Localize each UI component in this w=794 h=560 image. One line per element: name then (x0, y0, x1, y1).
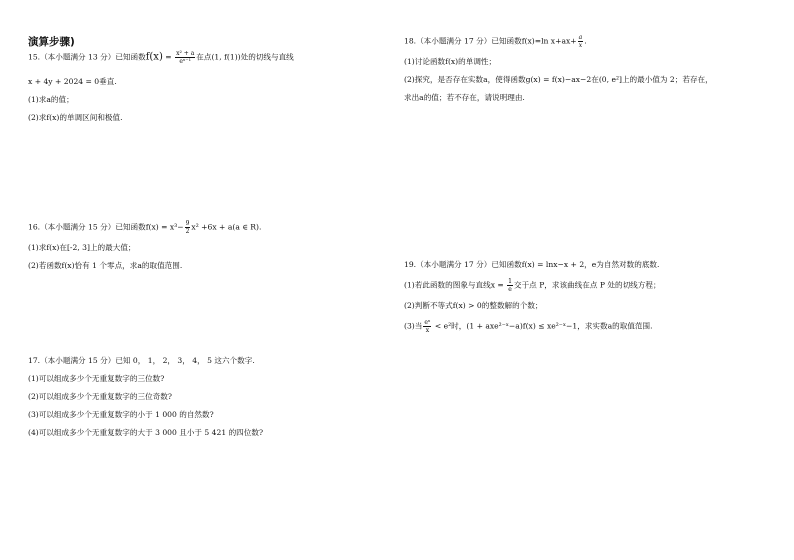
problem-19-q1-fraction (507, 278, 513, 293)
problem-15-q1: (1)求a的值； (28, 95, 74, 104)
problem-15-q2: (2)求f(x)的单调区间和极值. (28, 113, 123, 122)
problem-19-q3 (404, 319, 774, 334)
problem-19-q3-numerator: eˣ (424, 319, 431, 326)
problem-15-numerator: x² + a (176, 50, 195, 57)
problem-16-numerator: 9 (185, 220, 190, 227)
problem-16-intro: 16.（本小题满分 15 分）已知函数f(x) = x³− (28, 222, 184, 232)
problem-19-q3-rest: < e²时，(1 + axe²⁻ˣ−a)f(x) ≤ xe²⁻ˣ−1，求实数a的取值范围. (432, 321, 653, 331)
problem-18-q2: (2)探究，是否存在实数a，使得函数g(x) = f(x)−ax−2在(0, e²]上的最小值为 2；若存在， (404, 75, 713, 84)
problem-19-q3-denominator: x (425, 327, 430, 334)
problem-15-fraction (175, 50, 195, 65)
problem-17-statement: 17.（本小题满分 15 分）已知 0， 1， 2， 3， 4， 5 这六个数字. (28, 356, 255, 365)
problem-18-intro: 18.（本小题满分 17 分）已知函数f(x)=ln x+ax+ (404, 36, 577, 46)
problem-16-q1: (1)求f(x)在[-2, 3]上的最大值； (28, 243, 136, 252)
problem-15-denominator: eˣ⁻¹ (179, 58, 191, 65)
problem-18-end: . (584, 36, 587, 46)
problem-17-q2: (2)可以组成多少个无重复数字的三位奇数? (28, 392, 172, 401)
problem-18 (404, 34, 774, 111)
problem-15-condition: 在点(1, f(1))处的切线与直线 (196, 52, 294, 62)
problem-15-intro: 15.（本小题满分 13 分）已知函数 (28, 52, 146, 62)
problem-16-rest: x² +6x + a(a ∈ R). (191, 222, 262, 232)
problem-15-fx: f(x) (145, 51, 163, 63)
problem-18-q1: (1)讨论函数f(x)的单调性； (404, 57, 497, 66)
problem-17-q4: (4)可以组成多少个无重复数字的大于 3 000 且小于 5 421 的四位数? (28, 428, 264, 437)
section-title: 演算步骤) (28, 36, 75, 48)
problem-16-fraction (185, 220, 191, 235)
problem-18-fraction (578, 34, 587, 49)
problem-19-q1-numerator: 1 (508, 278, 512, 285)
problem-18-numerator: a (578, 34, 583, 41)
problem-15-equals: = (162, 52, 175, 62)
problem-17-q3: (3)可以组成多少个无重复数字的小于 1 000 的自然数? (28, 410, 214, 419)
problem-18-q2-cont: 求出a的值；若不存在，请说明理由. (404, 93, 525, 102)
problem-19-q1-rest: 交于点 P，求该曲线在点 P 处的切线方程； (514, 280, 661, 290)
problem-15-statement (28, 50, 388, 65)
problem-19-statement: 19.（本小题满分 17 分）已知函数f(x) = lnx−x + 2，e为自然对数的底数. (404, 260, 660, 269)
problem-19-q1 (404, 278, 774, 293)
problem-19-q1-denominator: e (508, 286, 512, 293)
problem-16 (28, 220, 388, 279)
problem-19-q3-fraction (423, 319, 431, 334)
problem-16-denominator: 2 (185, 228, 190, 235)
problem-15-line2: x + 4y + 2024 = 0垂直. (28, 77, 117, 86)
problem-19-q1-intro: (1)若此函数的图象与直线x = (404, 280, 507, 290)
problem-17 (28, 356, 388, 446)
problem-17-q1: (1)可以组成多少个无重复数字的三位数? (28, 374, 165, 383)
problem-18-statement (404, 34, 774, 49)
problem-18-denominator: x (578, 42, 583, 49)
problem-19-q3-intro: (3)当 (404, 321, 423, 331)
problem-19 (404, 260, 774, 342)
problem-19-q2: (2)判断不等式f(x) > 0的整数解的个数； (404, 301, 543, 310)
problem-16-q2: (2)若函数f(x)恰有 1 个零点，求a的取值范围. (28, 261, 183, 270)
problem-16-statement (28, 220, 388, 235)
problem-15 (28, 50, 388, 131)
